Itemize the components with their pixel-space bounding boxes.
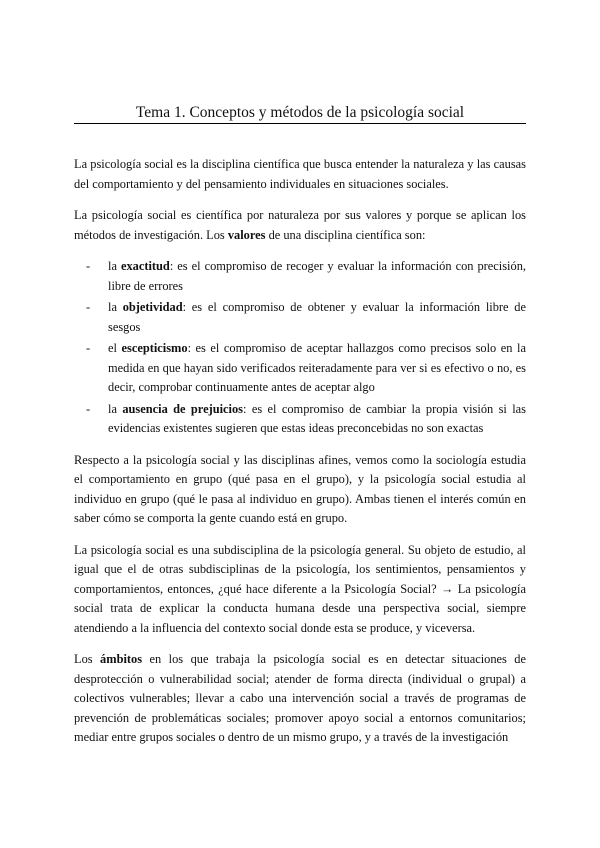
list-item bbox=[74, 400, 526, 439]
list-item-prefix: la bbox=[108, 300, 123, 314]
fields-text: en los que trabaja la psicología social es en detectar situaciones de desprotección o vulnerabilidad social; atender de forma directa (individual o grupal) a colectivos vulnerables; llevar a cabo una intervención social a través de programas de prevención de problemáticas sociales; promover apoyo social a entornos comunitarios; mediar entre grupos sociales o dentro de un mismo grupo, y a través de la investigación bbox=[74, 652, 526, 744]
list-item-text: : es el compromiso de cambiar la propia visión si las evidencias existentes sugieren que estas ideas preconcebidas no son exactas bbox=[108, 401, 526, 435]
list-dash: - bbox=[86, 401, 91, 416]
title-underline bbox=[74, 123, 526, 124]
list-item-term: exactitud bbox=[120, 259, 170, 273]
list-item-prefix: el bbox=[108, 341, 122, 355]
paragraph-subdiscipline: La psicología social es una subdisciplina de la psicología general. Su objeto de estudio, al igual que el de otras subdisciplinas de la psicología, los sentimientos, pensamientos y comportamientos, entonces, ¿qué hace diferente a la Psicología Social? → La psicología social trata de explicar la conducta humana desde una perspectiva social, siempre atendiendo a la influencia del contexto social donde esta se produce, y viceversa. bbox=[74, 542, 526, 635]
paragraph-values-intro bbox=[74, 206, 526, 245]
list-item-text: : es el compromiso de obtener y evaluar la información libre de sesgos bbox=[108, 300, 526, 334]
list-dash: - bbox=[86, 341, 91, 355]
values-list bbox=[74, 257, 526, 439]
document-title: Tema 1. Conceptos y métodos de la psicología social bbox=[135, 104, 465, 121]
fields-term: ámbitos bbox=[100, 652, 143, 666]
list-item bbox=[74, 339, 526, 398]
list-dash: - bbox=[86, 259, 91, 273]
paragraph-related-disciplines: Respecto a la psicología social y las disciplinas afines, vemos como la sociología estudia el comportamiento en grupo (qué pasa en el grupo), y la psicología social estudia al individuo en grupo (qué le pasa al individuo en grupo). Ambas tienen el interés común en saber cómo se comporta la gente cuando está en grupo. bbox=[74, 452, 526, 525]
values-term: valores bbox=[227, 227, 266, 242]
list-dash: - bbox=[86, 300, 91, 314]
list-item-term: escepticismo bbox=[121, 341, 188, 355]
list-item bbox=[74, 298, 526, 337]
values-intro-end: de una disciplina científica son: bbox=[265, 227, 426, 242]
list-item bbox=[74, 257, 526, 296]
list-item-term: objetividad bbox=[122, 300, 183, 314]
list-item-text: : es el compromiso de recoger y evaluar la información con precisión, libre de errores bbox=[108, 259, 526, 293]
paragraph-definition: La psicología social es la disciplina científica que busca entender la naturaleza y las causas del comportamiento y del pensamiento individuales en situaciones sociales. bbox=[74, 157, 526, 191]
paragraph-fields bbox=[74, 650, 526, 748]
fields-intro: Los bbox=[74, 652, 101, 666]
list-item-text: : es el compromiso de aceptar hallazgos como precisos solo en la medida en que hayan sido verificados reiteradamente para ver si es efectivo o no, es decir, comprobar continuamente antes de aceptar algo bbox=[108, 341, 526, 394]
list-item-term: ausencia de prejuicios bbox=[122, 401, 244, 416]
list-item-prefix: la bbox=[108, 401, 123, 416]
values-intro-text: La psicología social es científica por naturaleza por sus valores y porque se aplican los métodos de investigación. Los bbox=[74, 208, 526, 242]
document-body bbox=[74, 155, 526, 748]
list-item-prefix: la bbox=[108, 259, 121, 273]
